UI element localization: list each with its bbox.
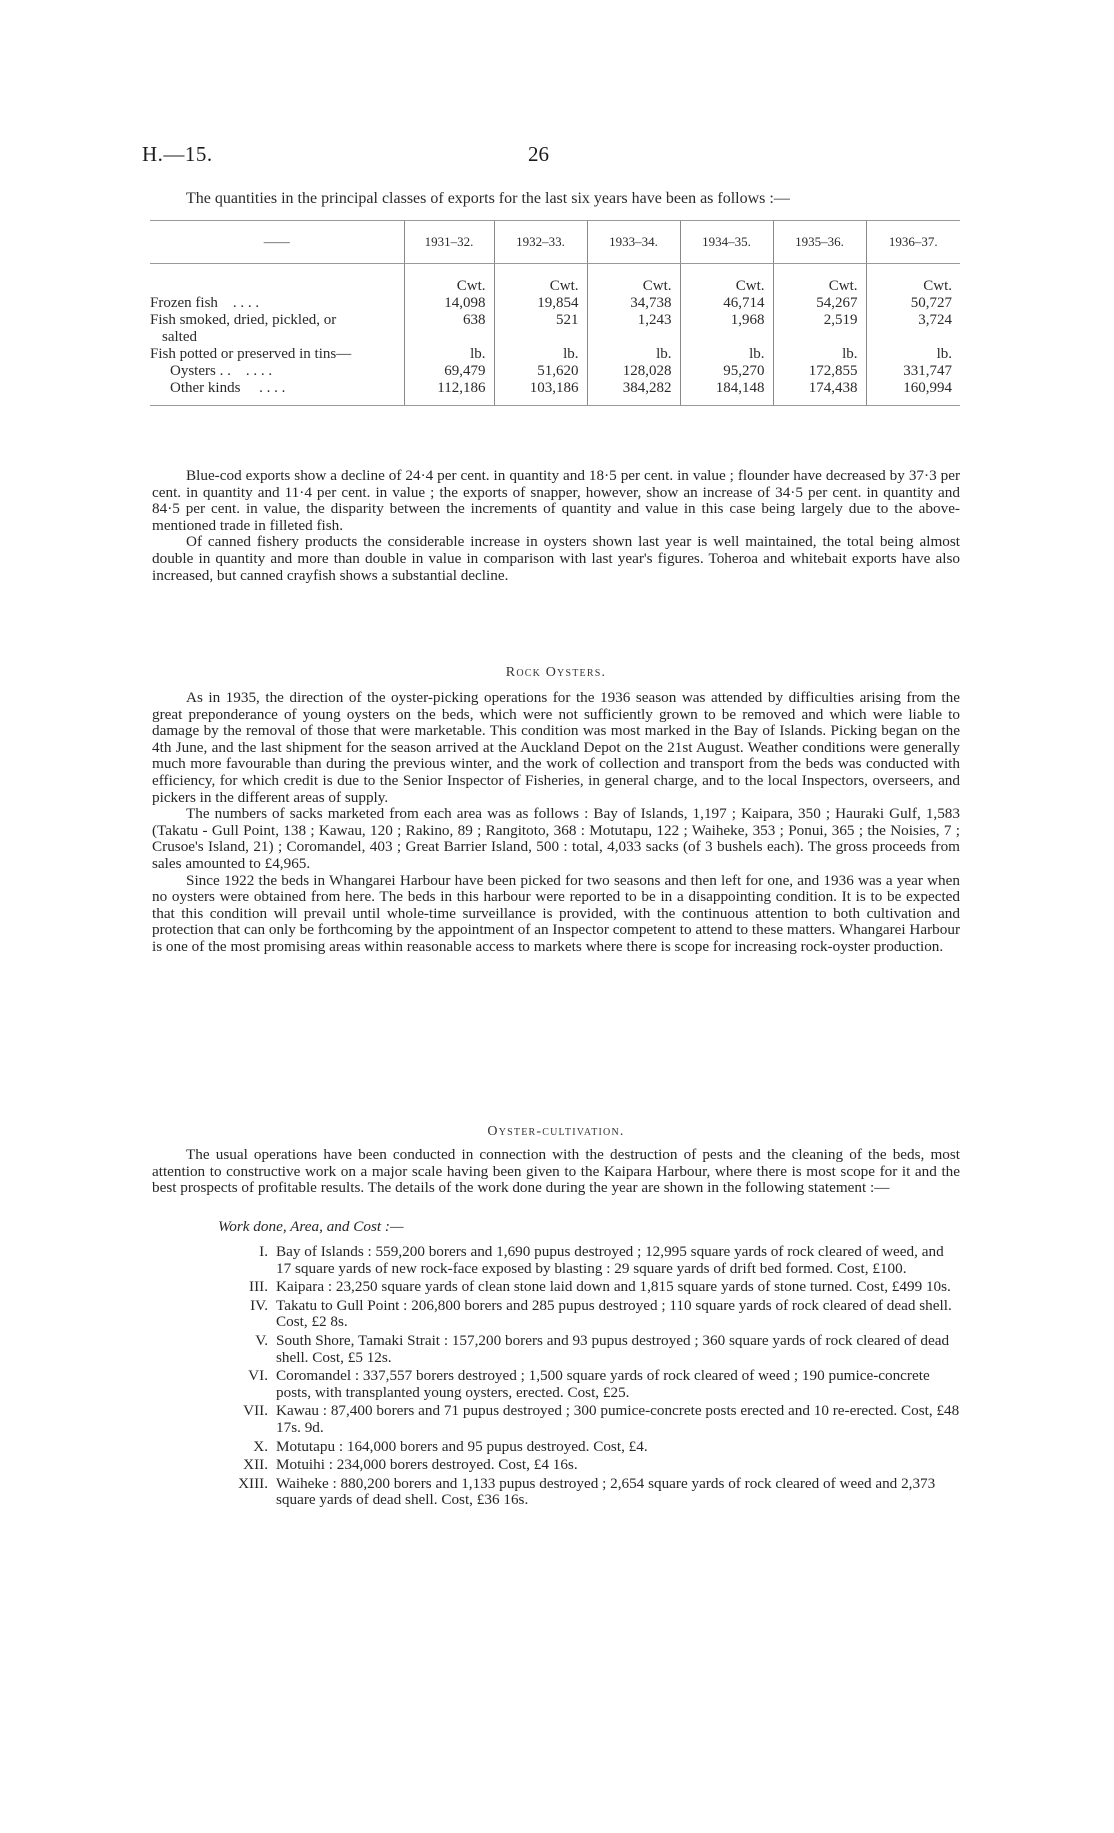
item-text: Kawau : 87,400 borers and 71 pupus destroyed ; 300 pumice-concrete posts erected and 10 re-erected. Cost, £48 17s. 9d. (276, 1402, 960, 1436)
paragraph-rock-1: As in 1935, the direction of the oyster-picking operations for the 1936 season was attended by difficulties arising from the great preponderance of young oysters on the beds, which were not sufficiently grown to be removed and which were liable to damage by the removal of those that were marketable. This condition was most marked in the Bay of Islands. Picking began on the 4th June, and the last shipment for the season arrived at the Auckland Depot on the 21st August. Weather conditions were generally much more favourable than during the previous winter, and the work of collection and transport from the beds was conducted with efficiency, for which credit is due to the Senior Inspector of Fisheries, in general charge, and to the local Inspectors, overseers, and pickers in the different areas of supply. (152, 689, 960, 806)
list-item (152, 1368, 960, 1401)
unit-cell: lb. (587, 346, 680, 363)
table-row (150, 380, 960, 406)
year-header: 1931–32. (404, 221, 494, 264)
table-cell: 95,270 (680, 363, 773, 380)
table-cell: 69,479 (404, 363, 494, 380)
exports-commentary (152, 468, 960, 584)
row-label: Oysters . . . . . . (170, 363, 273, 379)
list-item (152, 1476, 960, 1509)
table-cell: 46,714 (680, 295, 773, 312)
table-cell: 54,267 (773, 295, 866, 312)
unit-cell: Cwt. (494, 278, 587, 295)
table-row (150, 363, 960, 380)
item-number: VI. (248, 1367, 268, 1385)
row-label: Frozen fish . . . . (150, 295, 260, 311)
table-cell: 384,282 (587, 380, 680, 406)
table-row (150, 312, 960, 329)
item-number: VII. (243, 1402, 268, 1420)
item-text: Kaipara : 23,250 square yards of clean stone laid down and 1,815 square yards of stone turned. Cost, £499 10s. (276, 1278, 951, 1296)
year-header: 1935–36. (773, 221, 866, 264)
rock-oysters-text (152, 690, 960, 956)
paragraph-rock-3: Since 1922 the beds in Whangarei Harbour have been picked for two seasons and then left for one, and 1936 was a year when no oysters were obtained from here. The beds in this harbour were reported to be in a disappointing condition. It is to be expected that this condition will prevail until whole-time surveillance is provided, with the continuous attention to both cultivation and protection that can only be forthcoming by the appointment of an Inspector competent to attend to these matters. Whangarei Harbour is one of the most promising areas within reasonable access to markets where there is scope for increasing rock-oyster production. (152, 871, 960, 955)
year-header: 1933–34. (587, 221, 680, 264)
unit-cell: Cwt. (587, 278, 680, 295)
table-cell: 331,747 (866, 363, 960, 380)
row-label: Other kinds . . . . (150, 380, 404, 406)
table-cell: 160,994 (866, 380, 960, 406)
item-text: Motuihi : 234,000 borers destroyed. Cost, £4 16s. (276, 1456, 578, 1474)
item-text: Bay of Islands : 559,200 borers and 1,690 pupus destroyed ; 12,995 square yards of rock cleared of weed, and 17 square yards of new rock-face exposed by blasting : 29 square yards of drift bed formed. Cost, £100. (276, 1243, 944, 1277)
table-cell: 50,727 (866, 295, 960, 312)
table-intro: The quantities in the principal classes of exports for the last six years have been as follows :— (186, 190, 790, 207)
exports-table (150, 220, 960, 406)
table-cell: 2,519 (773, 312, 866, 329)
table-row (150, 329, 960, 346)
list-item (152, 1244, 960, 1277)
item-text: Waiheke : 880,200 borers and 1,133 pupus destroyed ; 2,654 square yards of rock cleared of weed and 2,373 square yards of dead shell. Cost, £36 16s. (276, 1474, 936, 1509)
item-text: Coromandel : 337,557 borers destroyed ; 1,500 square yards of rock cleared of weed ; 190 pumice-concrete posts, with transplanted young oysters, erected. Cost, £25. (276, 1367, 930, 1401)
unit-cell: Cwt. (773, 278, 866, 295)
table-row (150, 295, 960, 312)
list-item (152, 1457, 960, 1474)
table-cell: 51,620 (494, 363, 587, 380)
exports-table-header (150, 221, 960, 264)
item-number: XIII. (238, 1474, 268, 1492)
section-heading-rock-oysters: Rock Oysters. (505, 665, 607, 680)
year-header: 1934–35. (680, 221, 773, 264)
table-cell: 19,854 (494, 295, 587, 312)
item-number: V. (255, 1331, 268, 1349)
list-item (152, 1403, 960, 1436)
table-cell: 3,724 (866, 312, 960, 329)
table-cell: 521 (494, 312, 587, 329)
page-number: 26 (528, 142, 549, 166)
list-item (152, 1279, 960, 1296)
unit-cell: Cwt. (404, 278, 494, 295)
list-item (152, 1439, 960, 1456)
paragraph-bluecod: Blue-cod exports show a decline of 24·4 per cent. in quantity and 18·5 per cent. in value ; flounder have decreased by 37·3 per cent. in quantity and 11·4 per cent. in value ; the exports of snapper, however, show an increase of 34·5 per cent. in quantity and 84·5 per cent. in value, the disparity between the increments of quantity and value in this case being largely due to the above-mentioned trade in filleted fish. (152, 467, 960, 534)
table-cell: 174,438 (773, 380, 866, 406)
item-text: Takatu to Gull Point : 206,800 borers and 285 pupus destroyed ; 110 square yards of rock cleared of dead shell. Cost, £2 8s. (276, 1296, 952, 1331)
row-label-continued: salted (162, 329, 197, 345)
unit-cell: lb. (494, 346, 587, 363)
table-cell: 34,738 (587, 295, 680, 312)
item-text: Motutapu : 164,000 borers and 95 pupus destroyed. Cost, £4. (276, 1437, 648, 1455)
corner-cell: —— (150, 221, 404, 264)
report-id: H.—15. (142, 142, 213, 166)
table-cell: 184,148 (680, 380, 773, 406)
table-row (150, 346, 960, 363)
oyster-cultivation-text (152, 1147, 960, 1197)
paragraph-rock-2: The numbers of sacks marketed from each area was as follows : Bay of Islands, 1,197 ; Kaipara, 350 ; Hauraki Gulf, 1,583 (Takatu - Gull Point, 138 ; Kawau, 120 ; Rakino, 89 ; Rangitoto, 368 : Motutapu, 122 ; Waiheke, 353 ; Ponui, 365 ; the Noisies, 7 ; Crusoe's Island, 21) ; Coromandel, 403 ; Great Barrier Island, 500 : total, 4,033 sacks (of 3 bushels each). The gross proceeds from sales amounted to £4,965. (152, 805, 960, 872)
work-items-list (152, 1244, 960, 1511)
list-item (152, 1298, 960, 1331)
table-cell: 103,186 (494, 380, 587, 406)
item-number: IV. (250, 1296, 268, 1314)
item-number: X. (253, 1437, 268, 1455)
table-cell: 1,968 (680, 312, 773, 329)
table-cell: 128,028 (587, 363, 680, 380)
item-number: I. (259, 1243, 268, 1260)
unit-cell: Cwt. (680, 278, 773, 295)
year-header: 1932–33. (494, 221, 587, 264)
table-cell: 112,186 (404, 380, 494, 406)
unit-cell: lb. (404, 346, 494, 363)
work-done-heading: Work done, Area, and Cost :— (218, 1218, 404, 1235)
unit-row-cwt (150, 278, 960, 295)
item-number: XII. (243, 1456, 268, 1474)
table-cell: 14,098 (404, 295, 494, 312)
paragraph-canned: Of canned fishery products the considerable increase in oysters shown last year is well maintained, the total being almost double in quantity and more than double in value in comparison with last year's figures. Toheroa and whitebait exports have also increased, but canned crayfish shows a substantial decline. (152, 533, 960, 584)
section-heading-oyster-cultivation: Oyster-cultivation. (487, 1124, 625, 1139)
row-label: Fish potted or preserved in tins— (150, 346, 352, 362)
row-label: Fish smoked, dried, pickled, or (150, 312, 337, 328)
table-cell: 172,855 (773, 363, 866, 380)
unit-cell: lb. (773, 346, 866, 363)
year-header: 1936–37. (866, 221, 960, 264)
unit-cell: Cwt. (866, 278, 960, 295)
item-text: South Shore, Tamaki Strait : 157,200 borers and 93 pupus destroyed ; 360 square yards of rock cleared of dead shell. Cost, £5 12s. (276, 1331, 950, 1366)
table-cell: 638 (404, 312, 494, 329)
list-item (152, 1333, 960, 1366)
item-number: III. (249, 1278, 268, 1296)
unit-cell: lb. (866, 346, 960, 363)
table-cell: 1,243 (587, 312, 680, 329)
unit-cell: lb. (680, 346, 773, 363)
paragraph-cultivation: The usual operations have been conducted in connection with the destruction of pests and the cleaning of the beds, most attention to constructive work on a major scale having been given to the Kaipara Harbour, where there is most scope for it and the best prospects of profitable results. The details of the work done during the year are shown in the following statement :— (152, 1146, 960, 1197)
